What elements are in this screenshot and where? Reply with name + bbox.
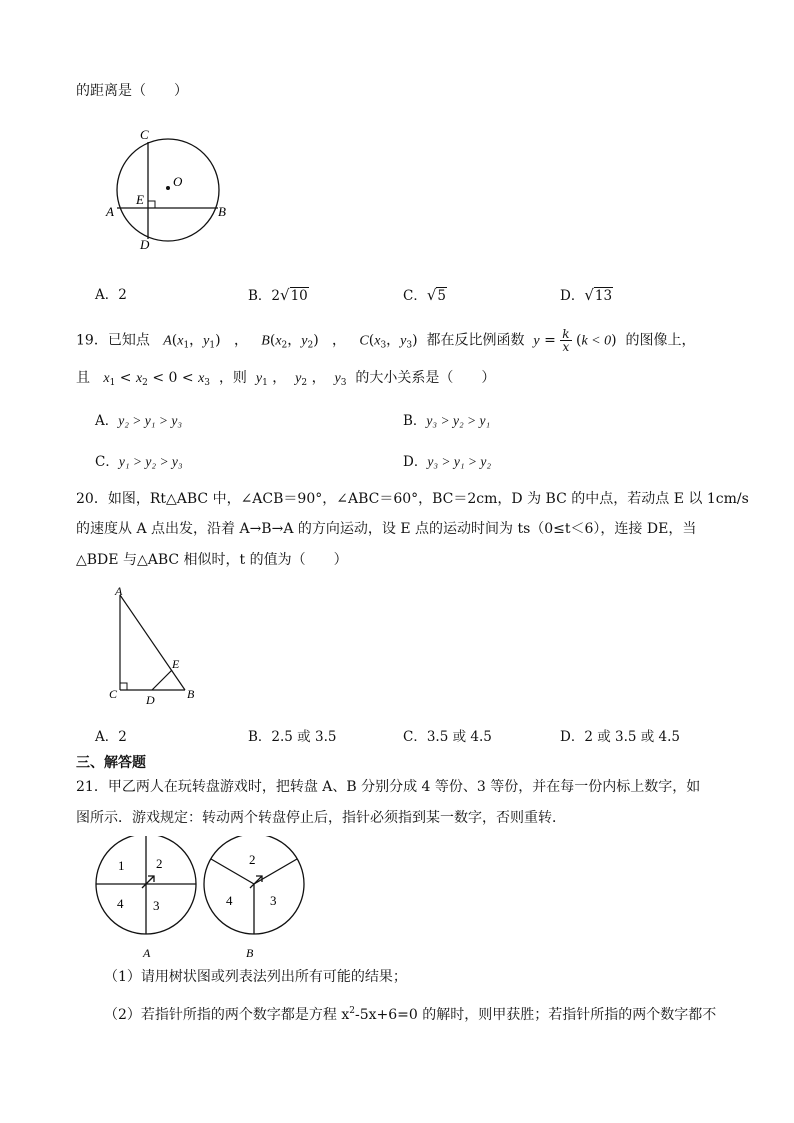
q21-line-2: 图所示．游戏规定：转动两个转盘停止后，指针必须指到某一数字，否则重转．	[76, 810, 566, 826]
q20-triangle-figure	[105, 585, 205, 710]
q18-option-b[interactable]: B．2√10	[248, 286, 308, 304]
q19-option-d[interactable]: D．y₃ > y₁ > y₂	[403, 454, 492, 470]
section-heading: 三、解答题	[76, 755, 146, 771]
q19-option-b[interactable]: B．y₃ > y₂ > y₁	[403, 413, 491, 429]
q18-option-a[interactable]: A．2	[95, 287, 127, 303]
q18-option-d[interactable]: D．√13	[560, 286, 613, 304]
label-o: O	[173, 174, 183, 189]
q19-option-c[interactable]: C．y₁ > y₂ > y₃	[95, 454, 183, 470]
svg-text:3: 3	[153, 898, 160, 913]
label-d: D	[146, 693, 155, 707]
q21-spinners-figure	[90, 836, 320, 962]
q20-line-1: 20．如图，Rt△ABC 中，∠ACB＝90°，∠ABC＝60°，BC＝2cm，D 为 BC 的中点，若动点 E 以 1cm/s	[76, 491, 749, 507]
svg-text:4: 4	[226, 893, 233, 908]
pointer-arrow-a	[142, 876, 154, 888]
svg-text:3: 3	[270, 893, 277, 908]
q20-line-2: 的速度从 A 点出发，沿着 A→B→A 的方向运动，设 E 点的运动时间为 ts（0≤t＜6），连接 DE，当	[76, 521, 697, 537]
label-a: A	[106, 204, 114, 219]
q20-option-b[interactable]: B．2.5 或 3.5	[248, 729, 337, 745]
q21-sub-1: （1）请用树状图或列表法列出所有可能的结果；	[104, 969, 407, 985]
wheel-b	[204, 836, 304, 960]
q18-tail-text: 的距离是（ ）	[76, 83, 188, 99]
q20-option-a[interactable]: A．2	[95, 729, 127, 745]
segment-de	[152, 670, 172, 690]
label-d: D	[140, 237, 150, 252]
q20-option-c[interactable]: C．3.5 或 4.5	[403, 729, 492, 745]
wheel-b-label: B	[246, 946, 254, 960]
svg-text:4: 4	[117, 896, 124, 911]
wheel-a-label: A	[143, 946, 151, 960]
center-point-o	[166, 186, 170, 190]
svg-text:2: 2	[249, 852, 256, 867]
label-e: E	[172, 657, 180, 671]
q20-option-d[interactable]: D．2 或 3.5 或 4.5	[560, 729, 681, 745]
label-c: C	[140, 127, 149, 142]
label-e: E	[136, 192, 144, 207]
right-angle-mark	[120, 683, 127, 690]
side-ab	[120, 595, 185, 690]
label-b: B	[218, 204, 226, 219]
q18-circle-figure	[100, 124, 260, 254]
q19-line-2: 且 $x_1 < x_2 < 0 < x_3$ ，则 $y_1$ ， $y_2$ ， $y_3$ 的大小关系是（ ）	[76, 370, 496, 388]
svg-text:1: 1	[118, 858, 125, 873]
q18-option-c[interactable]: C．√5	[403, 286, 446, 304]
label-a: A	[115, 585, 123, 598]
svg-text:2: 2	[156, 856, 163, 871]
q21-sub-2: （2）若指针所指的两个数字都是方程 $x^2-5x+6=0$ 的解时，则甲获胜；若指针所指的两个数字都不	[104, 1006, 717, 1023]
q19-line-1: 19．已知点 $A(x_1$，$y_1$) ， $B(x_2$，$y_2$) ， $C(x_3$，$y_3$) 都在反比例函数 y = $\frac{k}{x}$ (k < 0) 的图像上，	[76, 327, 696, 354]
label-c: C	[109, 687, 118, 701]
q19-option-a[interactable]: A．y₂ > y₁ > y₃	[95, 413, 183, 429]
wheel-a	[96, 836, 196, 960]
q21-line-1: 21．甲乙两人在玩转盘游戏时，把转盘 A、B 分别分成 4 等份、3 等份，并在每一份内标上数字，如	[76, 779, 701, 795]
q20-line-3: △BDE 与△ABC 相似时，t 的值为（ ）	[76, 552, 348, 568]
right-angle-mark	[148, 201, 155, 208]
label-b: B	[187, 687, 195, 701]
